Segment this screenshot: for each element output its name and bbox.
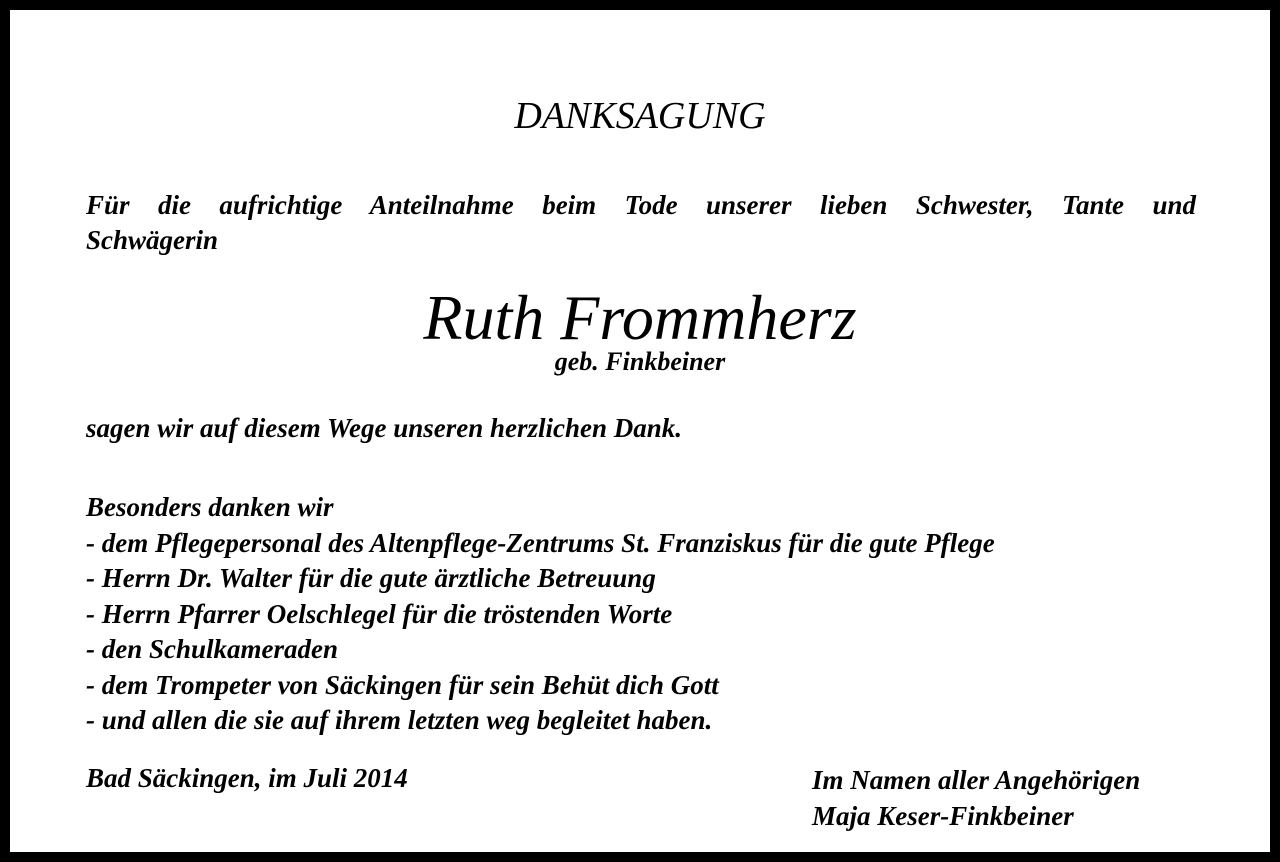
special-thanks-heading: Besonders danken wir bbox=[86, 492, 334, 522]
maiden-name: geb. Finkbeiner bbox=[554, 347, 726, 376]
signature-line-1: Im Namen aller Angehörigen bbox=[812, 765, 1141, 795]
special-thanks-list bbox=[86, 490, 995, 739]
signature-name: Maja Keser-Finkbeiner bbox=[812, 800, 1074, 831]
signature-block bbox=[812, 763, 1140, 834]
list-item: - dem Trompeter von Säckingen für sein Behüt dich Gott bbox=[86, 669, 719, 700]
place-date: Bad Säckingen, im Juli 2014 bbox=[86, 763, 408, 793]
list-item: - Herrn Dr. Walter für die gute ärztliche Betreuung bbox=[86, 563, 656, 593]
thanks-line: sagen wir auf diesem Wege unseren herzlichen Dank. bbox=[86, 413, 683, 443]
list-item: - Herrn Pfarrer Oelschlegel für die tröstenden Worte bbox=[86, 598, 673, 629]
list-item: - dem Pflegepersonal des Altenpflege-Zentrums St. Franziskus für die gute Pflege bbox=[86, 527, 995, 558]
intro-line-2: Schwägerin bbox=[86, 225, 219, 255]
list-item: - und allen die sie auf ihrem letzten weg begleitet haben. bbox=[86, 705, 713, 735]
intro-line-1: Für die aufrichtige Anteilnahme beim Tode unserer lieben Schwester, Tante und bbox=[86, 190, 1196, 220]
list-item: - den Schulkameraden bbox=[86, 634, 339, 664]
deceased-name: Ruth Frommherz bbox=[423, 282, 857, 353]
notice-title: DANKSAGUNG bbox=[514, 95, 766, 137]
intro-paragraph bbox=[86, 188, 1196, 258]
